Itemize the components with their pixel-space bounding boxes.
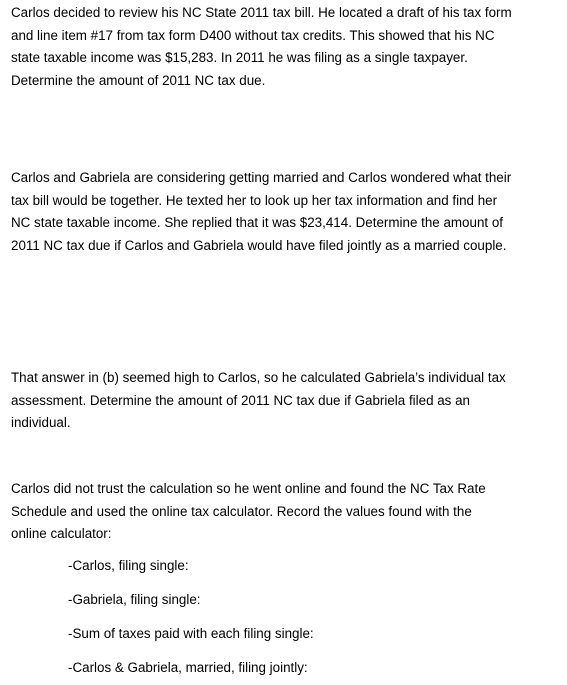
problem-b-text: Carlos and Gabriela are considering getting married and Carlos wondered what their tax bill would be together. He texted her to look up her tax information and find her NC state taxable income. She replied that it was $23,414. Determine the amount of 2011 NC tax due if Carlos and Gabriela would have filed jointly as a married couple. xyxy=(11,170,512,254)
problem-d-text: Carlos did not trust the calculation so he went online and found the NC Tax Rate Schedule and used the online tax calculator. Record the values found with the online calculator: xyxy=(11,481,486,542)
problem-c-text: That answer in (b) seemed high to Carlos, so he calculated Gabriela’s individual tax assessment. Determine the amount of 2011 NC tax due if Gabriela filed as an individual. xyxy=(11,370,506,431)
list-item-gabriela-single: -Gabriela, filing single: xyxy=(68,592,201,607)
list-item-married-jointly: -Carlos & Gabriela, married, filing jointly: xyxy=(68,660,308,675)
list-item-carlos-single: -Carlos, filing single: xyxy=(68,558,189,573)
problem-a-text: Carlos decided to review his NC State 2011 tax bill. He located a draft of his tax form and line item #17 from tax form D400 without tax credits. This showed that his NC state taxable income was $15,283. In 2011 he was filing as a single taxpayer. Determine the amount of 2011 NC tax due. xyxy=(11,5,512,89)
list-item-sum-single: -Sum of taxes paid with each filing single: xyxy=(68,626,314,641)
